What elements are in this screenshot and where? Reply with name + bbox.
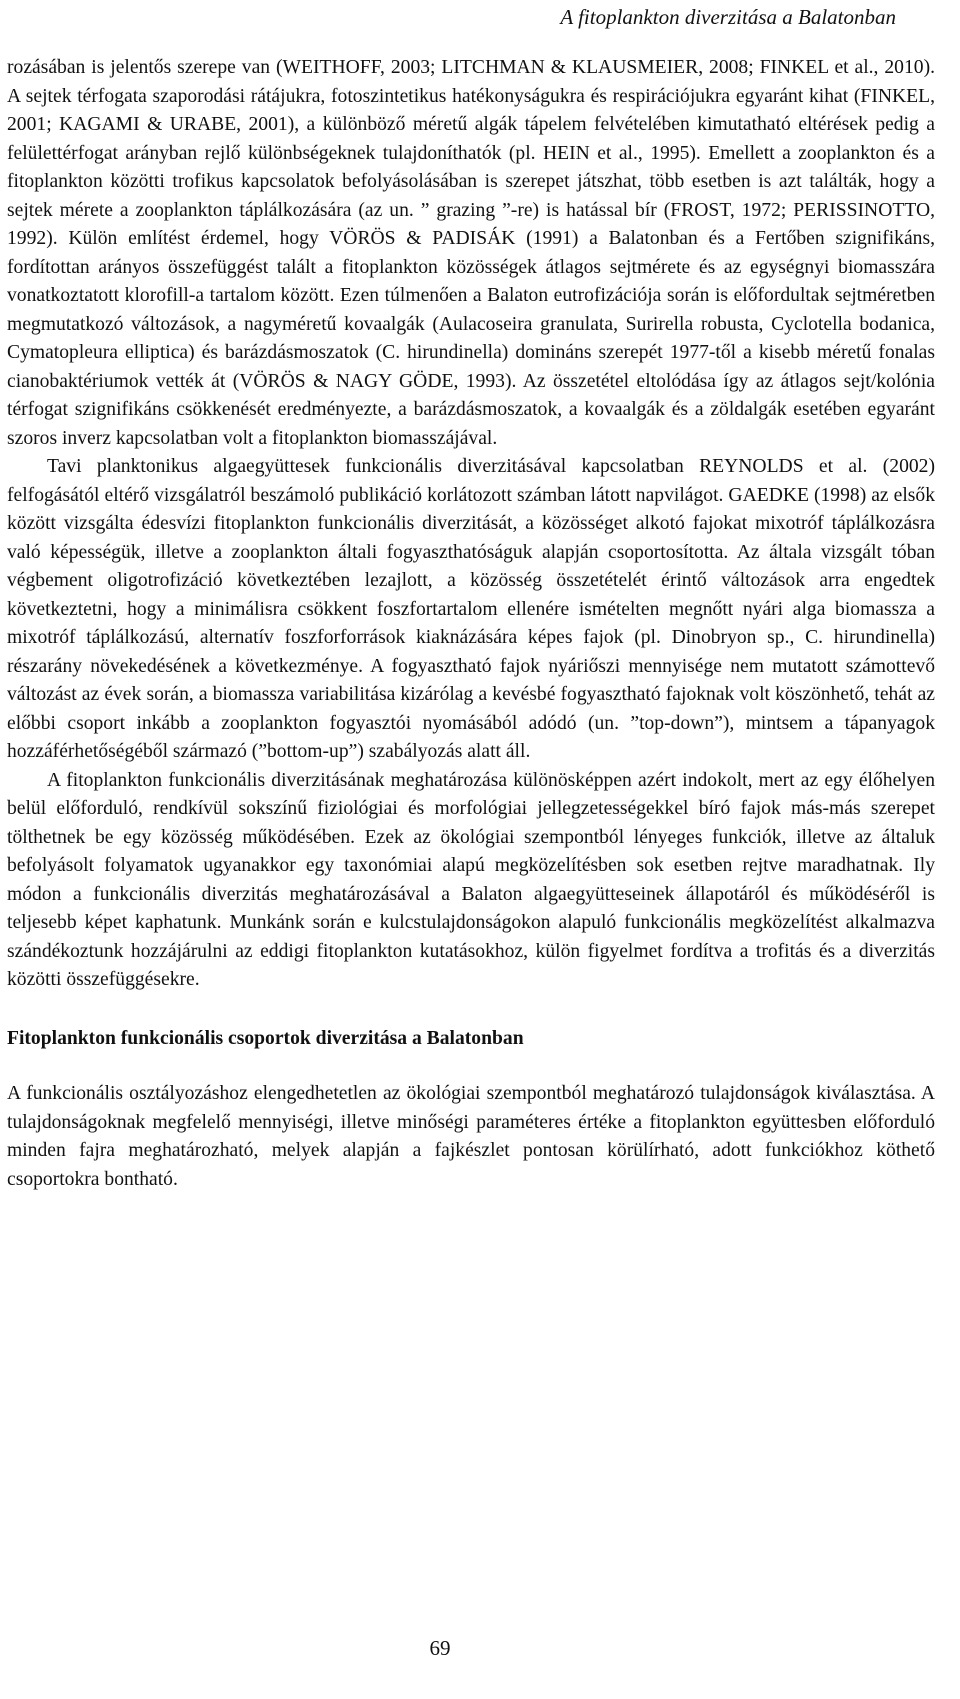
running-head: A fitoplankton diverzitása a Balatonban [560, 5, 896, 29]
body-text [7, 54, 935, 1194]
section-paragraph: A funkcionális osztályozáshoz elengedhetetlen az ökológiai szempontból meghatározó tulajdonságok kiválasztása. A tulajdonságoknak megfelelő mennyiségi, illetve minőségi paraméteres értéke a fitoplankton együttesben előforduló minden fajra meghatározható, melyek alapján a fajkészlet pontosan körülírható, adott funkciókhoz köthető csoportokra bontható. [7, 1083, 935, 1190]
paragraph-3: A fitoplankton funkcionális diverzitásának meghatározása különösképpen azért indokolt, mert az egy élőhelyen belül előforduló, rendkívül sokszínű fiziológiai és morfológiai jellegzetességekkel bíró fajok más-más szerepet tölthetnek be egy közösség működésében. Ezek az ökológiai szempontból lényeges funkciók, illetve az általuk befolyásolt folyamatok ugyanakkor egy taxonómiai alapú megközelítésben sok esetben rejtve maradhatnak. Ily módon a funkcionális diverzitás meghatározásával a Balaton algaegyütteseinek állapotáról és működéséről is teljesebb képet kaphatunk. Munkánk során e kulcstulajdonságokon alapuló funkcionális megközelítést alkalmazva szándékoztunk hozzájárulni az eddigi fitoplankton kutatásokhoz, külön figyelmet fordítva a trofitás és a diverzitás közötti összefüggésekre. [7, 769, 935, 990]
paragraph-1: rozásában is jelentős szerepe van (WEITHOFF, 2003; LITCHMAN & KLAUSMEIER, 2008; FINKEL et al., 2010). A sejtek térfogata szaporodási rátájukra, fotoszintetikus hatékonyságukra és respirációjukra egyaránt kihat (FINKEL, 2001; KAGAMI & URABE, 2001), a különböző méretű algák tápelem felvételében kimutatható eltérések pedig a felülettérfogat arányban rejlő különbségeknek tulajdoníthatók (pl. HEIN et al., 1995). Emellett a zooplankton és a fitoplankton közötti trofikus kapcsolatok befolyásolásában is szerepet játszhat, több esetben is azt találták, hogy a sejtek mérete a zooplankton táplálkozására (az un. ” grazing ”-re) is hatással bír (FROST, 1972; PERISSINOTTO, 1992). Külön említést érdemel, hogy VÖRÖS & PADISÁK (1991) a Balatonban és a Fertőben szignifikáns, fordítottan arányos összefüggést talált a fitoplankton közösségek átlagos sejtmérete és az egységnyi biomasszára vonatkoztatott klorofill-a tartalom között. Ezen túlmenően a Balaton eutrofizációja során is előfordultak sejtméretben megmutatkozó változások, a nagyméretű kovaalgák (Aulacoseira granulata, Surirella robusta, Cyclotella bodanica, Cymatopleura elliptica) és barázdásmoszatok (C. hirundinella) domináns szerepét 1977-től a kisebb méretű fonalas cianobaktériumok vették át (VÖRÖS & NAGY GÖDE, 1993). Az összetétel eltolódása így az átlagos sejt/kolónia térfogat szignifikáns csökkenését eredményezte, a barázdásmoszatok, a kovaalgák és a zöldalgák esetében egyaránt szoros inverz kapcsolatban volt a fitoplankton biomasszájával. [7, 57, 935, 449]
page-number: 69 [429, 1636, 451, 1660]
paragraph-2: Tavi planktonikus algaegyüttesek funkcionális diverzitásával kapcsolatban REYNOLDS et al. (2002) felfogásától eltérő vizsgálatról beszámoló publikáció korlátozott számban látott napvilágot. GAEDKE (1998) az elsők között vizsgálta édesvízi fitoplankton funkcionális diverzitását, a közösséget alkotó fajokat mixotróf táplálkozásra való képességük, illetve a zooplankton általi fogyaszthatóságuk alapján csoportosította. Az általa vizsgált tóban végbement oligotrofizáció következtében lezajlott, a közösség összetételét érintő változások arra engedtek következtetni, hogy a minimálisra csökkent foszfortartalom ellenére ismételten megnőtt nyári alga biomassza a mixotróf táplálkozású, alternatív foszforforrások kiaknázására képes fajok (pl. Dinobryon sp., C. hirundinella) részarány növekedésének a következménye. A fogyasztható fajok nyáriőszi mennyisége nem mutatott számottevő változást az évek során, a biomassza variabilitása kizárólag a kevésbé fogyasztható fajoknak volt köszönhető, tehát az előbbi csoport inkább a zooplankton fogyasztói nyomásából adódó (un. ”top-down”), mintsem a tápanyagok hozzáférhetőségéből származó (”bottom-up”) szabályozás alatt áll. [7, 456, 935, 762]
section-heading: Fitoplankton funkcionális csoportok diverzitása a Balatonban [7, 1027, 524, 1049]
